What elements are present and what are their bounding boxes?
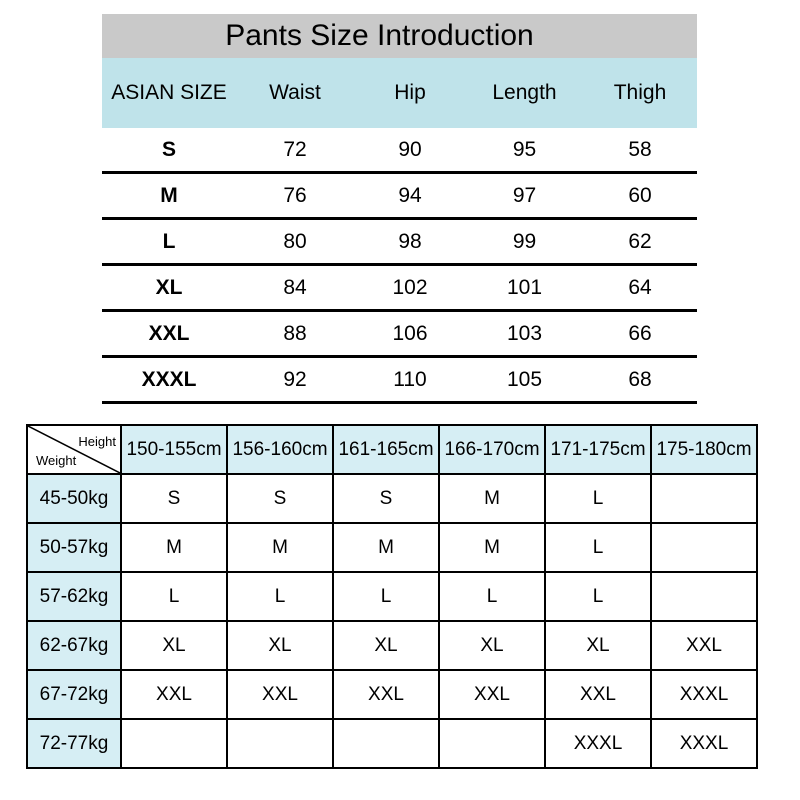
size-recommendation-cell: XXXL xyxy=(651,670,757,719)
size-cell-waist: 76 xyxy=(283,183,307,207)
grid-row xyxy=(27,474,757,523)
size-row xyxy=(102,174,697,220)
size-recommendation-cell: XL xyxy=(545,621,651,670)
size-cell-waist: 84 xyxy=(283,275,307,299)
size-cell-thigh: 60 xyxy=(628,183,652,207)
grid-row xyxy=(27,523,757,572)
size-cell-length: 99 xyxy=(512,229,537,253)
size-table-header xyxy=(102,58,697,128)
weight-label-cell: 45-50kg xyxy=(27,474,121,523)
size-recommendation-cell xyxy=(121,719,227,768)
size-cell-size: M xyxy=(160,183,178,207)
size-cell-size: L xyxy=(162,229,176,253)
size-row xyxy=(102,266,697,312)
size-recommendation-cell: XL xyxy=(121,621,227,670)
height-header-cell: 166-170cm xyxy=(439,425,545,474)
size-cell-thigh: 58 xyxy=(628,137,652,161)
size-cell-hip: 102 xyxy=(392,275,428,299)
size-cell-thigh: 68 xyxy=(628,367,652,391)
size-cell-waist: 92 xyxy=(283,367,307,391)
size-cell-waist: 72 xyxy=(283,137,307,161)
size-cell-size: XXL xyxy=(148,321,190,345)
size-recommendation-cell: XL xyxy=(439,621,545,670)
size-cell-length: 101 xyxy=(506,275,543,299)
size-recommendation-cell: L xyxy=(439,572,545,621)
size-recommendation-cell xyxy=(651,523,757,572)
size-cell-length: 97 xyxy=(512,183,537,207)
size-recommendation-cell: XXL xyxy=(227,670,333,719)
header-asian-size: ASIAN SIZE xyxy=(111,81,227,104)
header-length: Length xyxy=(492,81,557,104)
size-cell-hip: 90 xyxy=(398,137,422,161)
header-waist: Waist xyxy=(269,81,321,104)
size-recommendation-cell: L xyxy=(121,572,227,621)
size-recommendation-cell: XXXL xyxy=(545,719,651,768)
height-header-cell: 156-160cm xyxy=(227,425,333,474)
weight-label-cell: 67-72kg xyxy=(27,670,121,719)
size-recommendation-cell: M xyxy=(333,523,439,572)
size-recommendation-cell: XXL xyxy=(333,670,439,719)
size-table-title: Pants Size Introduction xyxy=(102,14,697,58)
size-recommendation-cell xyxy=(227,719,333,768)
weight-label-cell: 57-62kg xyxy=(27,572,121,621)
size-row xyxy=(102,312,697,358)
size-recommendation-cell xyxy=(651,572,757,621)
header-thigh: Thigh xyxy=(613,81,667,104)
size-cell-hip: 98 xyxy=(398,229,422,253)
size-cell-waist: 80 xyxy=(283,229,307,253)
size-cell-waist: 88 xyxy=(283,321,307,345)
corner-weight-label: Weight xyxy=(36,453,77,468)
size-recommendation-cell: L xyxy=(545,523,651,572)
weight-label-cell: 62-67kg xyxy=(27,621,121,670)
size-recommendation-cell xyxy=(439,719,545,768)
size-recommendation-cell: M xyxy=(439,523,545,572)
size-table-body xyxy=(102,128,697,404)
grid-header-row xyxy=(27,425,757,474)
size-recommendation-cell: XXL xyxy=(439,670,545,719)
size-recommendation-cell: M xyxy=(227,523,333,572)
grid-row xyxy=(27,670,757,719)
height-header-cell: 175-180cm xyxy=(651,425,757,474)
size-cell-hip: 106 xyxy=(392,321,428,345)
size-recommendation-cell: XXXL xyxy=(651,719,757,768)
size-row xyxy=(102,128,697,174)
height-header-cell: 171-175cm xyxy=(545,425,651,474)
grid-row xyxy=(27,719,757,768)
size-recommendation-cell: M xyxy=(439,474,545,523)
corner-height-label: Height xyxy=(78,434,116,449)
grid-row xyxy=(27,621,757,670)
height-header-cell: 161-165cm xyxy=(333,425,439,474)
size-cell-hip: 94 xyxy=(398,183,422,207)
grid-corner-cell xyxy=(27,425,121,474)
height-header-cell: 150-155cm xyxy=(121,425,227,474)
size-cell-length: 103 xyxy=(506,321,543,345)
size-cell-thigh: 64 xyxy=(628,275,652,299)
size-cell-thigh: 66 xyxy=(628,321,652,345)
size-recommendation-cell: S xyxy=(121,474,227,523)
size-recommendation-cell: L xyxy=(227,572,333,621)
size-recommendation-cell: XXL xyxy=(545,670,651,719)
size-recommendation-cell: L xyxy=(545,572,651,621)
size-cell-length: 95 xyxy=(512,137,537,161)
size-cell-length: 105 xyxy=(506,367,543,391)
size-recommendation-cell xyxy=(651,474,757,523)
size-recommendation-cell: XXL xyxy=(651,621,757,670)
size-recommendation-cell xyxy=(333,719,439,768)
size-cell-size: XXXL xyxy=(141,367,197,391)
weight-label-cell: 72-77kg xyxy=(27,719,121,768)
size-recommendation-cell: XL xyxy=(333,621,439,670)
size-recommendation-cell: L xyxy=(333,572,439,621)
weight-height-grid xyxy=(26,424,758,769)
weight-label-cell: 50-57kg xyxy=(27,523,121,572)
size-row xyxy=(102,220,697,266)
size-recommendation-cell: M xyxy=(121,523,227,572)
size-recommendation-cell: S xyxy=(227,474,333,523)
size-recommendation-cell: S xyxy=(333,474,439,523)
size-recommendation-cell: L xyxy=(545,474,651,523)
size-cell-size: S xyxy=(161,137,176,161)
size-row xyxy=(102,358,697,404)
grid-row xyxy=(27,572,757,621)
size-cell-thigh: 62 xyxy=(628,229,652,253)
size-cell-hip: 110 xyxy=(393,367,427,391)
size-cell-size: XL xyxy=(155,275,183,299)
size-recommendation-cell: XL xyxy=(227,621,333,670)
header-hip: Hip xyxy=(394,81,426,104)
size-table xyxy=(102,14,697,404)
size-recommendation-cell: XXL xyxy=(121,670,227,719)
